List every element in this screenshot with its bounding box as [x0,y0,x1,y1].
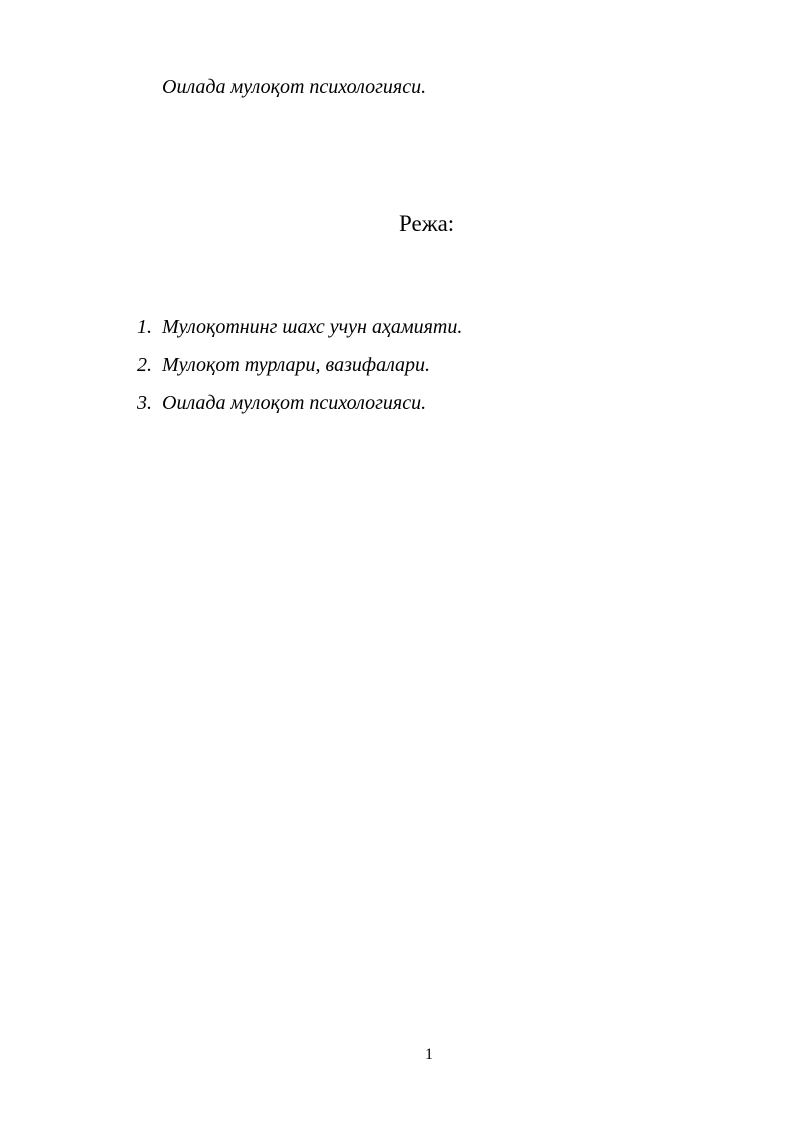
plan-item-text: Мулоқот турлари, вазифалари. [162,354,431,376]
plan-list [137,316,462,430]
plan-item-text: Мулоқотнинг шахс учун аҳамияти. [162,316,463,338]
plan-item-text: Оилада мулоқот психологияси. [162,392,427,414]
plan-item-2 [137,354,462,392]
plan-heading: Режа: [399,211,455,236]
plan-item-1 [137,316,462,354]
plan-item-number: 1. [137,316,152,338]
plan-item-number: 3. [137,392,152,414]
page-number: 1 [425,1046,433,1063]
plan-item-3 [137,392,462,430]
plan-item-number: 2. [137,354,152,376]
document-title: Оилада мулоқот психологияси. [162,76,427,98]
